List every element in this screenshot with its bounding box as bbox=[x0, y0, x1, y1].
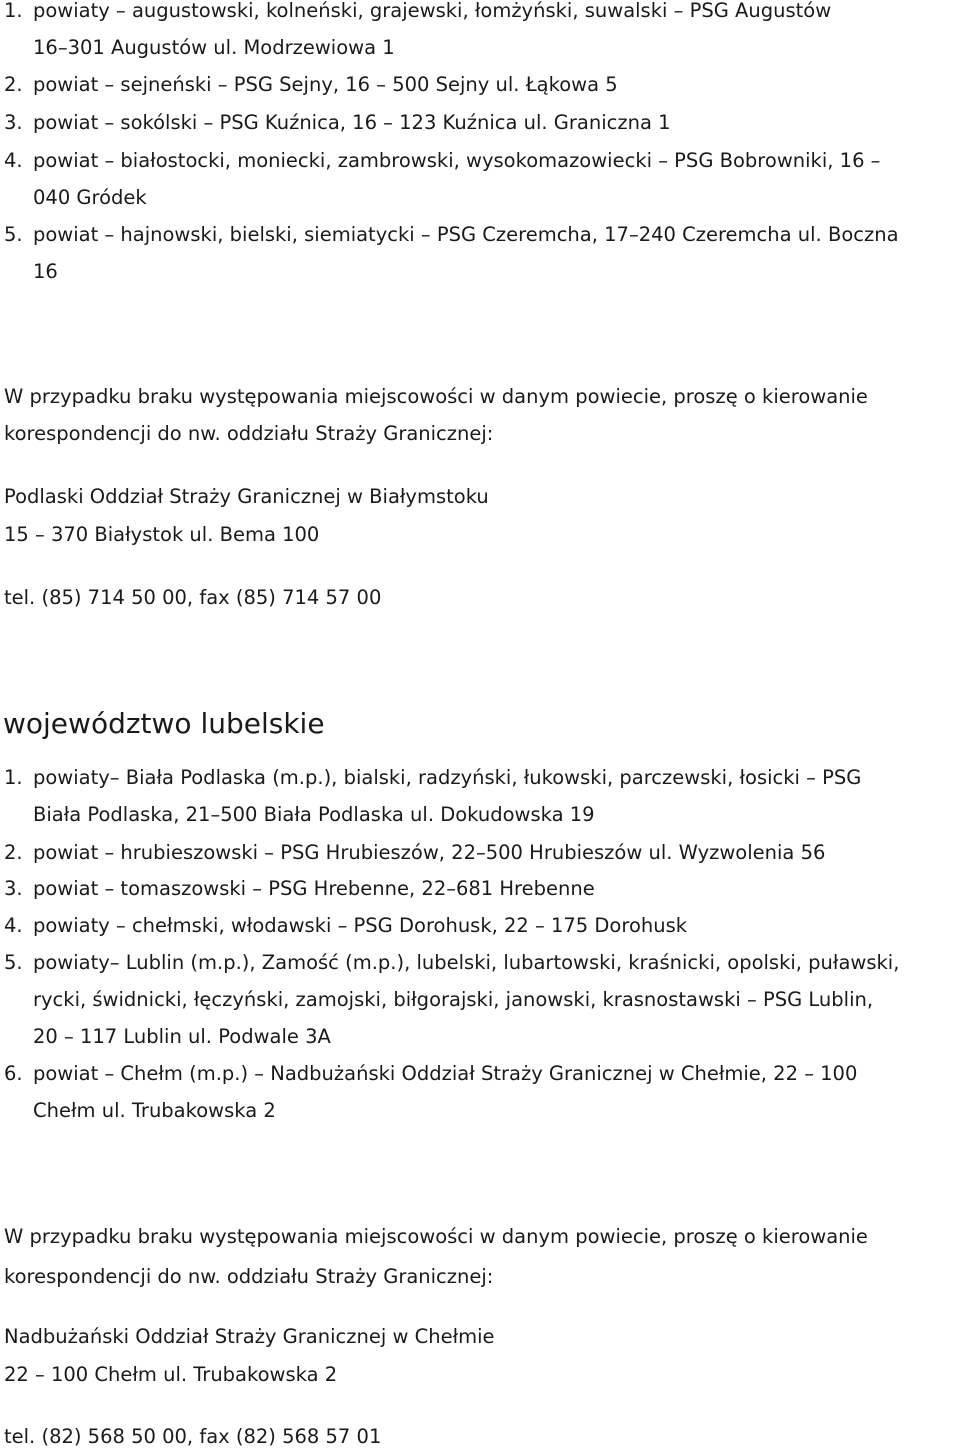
item-continuation: 16 bbox=[33, 260, 58, 283]
item-text: powiat – hajnowski, bielski, siemiatycki – PSG Czeremcha, 17–240 Czeremcha ul. Boczna bbox=[33, 223, 899, 246]
item-number: 1. bbox=[4, 0, 23, 22]
list-item bbox=[4, 0, 831, 24]
item-text: powiat – sokólski – PSG Kuźnica, 16 – 123 Kuźnica ul. Graniczna 1 bbox=[33, 111, 671, 134]
item-continuation: 16–301 Augustów ul. Modrzewiowa 1 bbox=[33, 36, 395, 59]
routing-note-line: korespondencji do nw. oddziału Straży Granicznej: bbox=[4, 422, 494, 445]
office-name: Nadbużański Oddział Straży Granicznej w Chełmie bbox=[4, 1325, 495, 1348]
item-number: 5. bbox=[4, 223, 23, 246]
list-item bbox=[4, 222, 899, 248]
item-number: 2. bbox=[4, 73, 23, 96]
item-text: powiaty – chełmski, włodawski – PSG Dorohusk, 22 – 175 Dorohusk bbox=[33, 914, 688, 937]
item-text: powiat – tomaszowski – PSG Hrebenne, 22–681 Hrebenne bbox=[33, 877, 595, 900]
list-item bbox=[4, 148, 880, 174]
item-number: 3. bbox=[4, 877, 23, 900]
office-name: Podlaski Oddział Straży Granicznej w Białymstoku bbox=[4, 485, 489, 508]
routing-note-line: W przypadku braku występowania miejscowości w danym powiecie, proszę o kierowanie bbox=[4, 1225, 868, 1248]
item-continuation: Chełm ul. Trubakowska 2 bbox=[33, 1099, 276, 1122]
item-text: powiat – sejneński – PSG Sejny, 16 – 500 Sejny ul. Łąkowa 5 bbox=[33, 73, 618, 96]
section-heading: województwo lubelskie bbox=[3, 707, 325, 740]
item-text: powiat – białostocki, moniecki, zambrowski, wysokomazowiecki – PSG Bobrowniki, 16 – bbox=[33, 149, 881, 172]
list-item bbox=[4, 913, 687, 939]
list-item bbox=[4, 72, 618, 98]
list-item bbox=[4, 840, 825, 866]
list-item bbox=[4, 765, 861, 791]
item-text: powiat – Chełm (m.p.) – Nadbużański Oddział Straży Granicznej w Chełmie, 22 – 100 bbox=[33, 1062, 858, 1085]
item-text: powiaty– Biała Podlaska (m.p.), bialski, radzyński, łukowski, parczewski, łosicki – PSG bbox=[33, 766, 862, 789]
list-item bbox=[4, 876, 595, 902]
routing-note-line: korespondencji do nw. oddziału Straży Granicznej: bbox=[4, 1265, 494, 1288]
item-number: 4. bbox=[4, 914, 23, 937]
item-number: 1. bbox=[4, 766, 23, 789]
item-number: 3. bbox=[4, 111, 23, 134]
list-item bbox=[4, 110, 671, 136]
item-number: 4. bbox=[4, 149, 23, 172]
item-text: powiaty– Lublin (m.p.), Zamość (m.p.), lubelski, lubartowski, kraśnicki, opolski, puławski, bbox=[33, 951, 900, 974]
item-continuation: Biała Podlaska, 21–500 Biała Podlaska ul. Dokudowska 19 bbox=[33, 803, 595, 826]
list-item bbox=[4, 1061, 857, 1087]
item-number: 6. bbox=[4, 1062, 23, 1085]
list-item bbox=[4, 950, 899, 976]
item-continuation: 040 Gródek bbox=[33, 186, 147, 209]
routing-note-line: W przypadku braku występowania miejscowości w danym powiecie, proszę o kierowanie bbox=[4, 385, 868, 408]
office-phone: tel. (82) 568 50 00, fax (82) 568 57 01 bbox=[4, 1425, 382, 1448]
item-number: 5. bbox=[4, 951, 23, 974]
item-continuation: 20 – 117 Lublin ul. Podwale 3A bbox=[33, 1025, 331, 1048]
office-address: 22 – 100 Chełm ul. Trubakowska 2 bbox=[4, 1363, 338, 1386]
office-phone: tel. (85) 714 50 00, fax (85) 714 57 00 bbox=[4, 586, 382, 609]
item-text: powiat – hrubieszowski – PSG Hrubieszów, 22–500 Hrubieszów ul. Wyzwolenia 56 bbox=[33, 841, 826, 864]
item-number: 2. bbox=[4, 841, 23, 864]
item-text: powiaty – augustowski, kolneński, grajewski, łomżyński, suwalski – PSG Augustów bbox=[33, 0, 832, 22]
item-continuation: rycki, świdnicki, łęczyński, zamojski, biłgorajski, janowski, krasnostawski – PSG Lublin, bbox=[33, 988, 874, 1011]
office-address: 15 – 370 Białystok ul. Bema 100 bbox=[4, 523, 320, 546]
